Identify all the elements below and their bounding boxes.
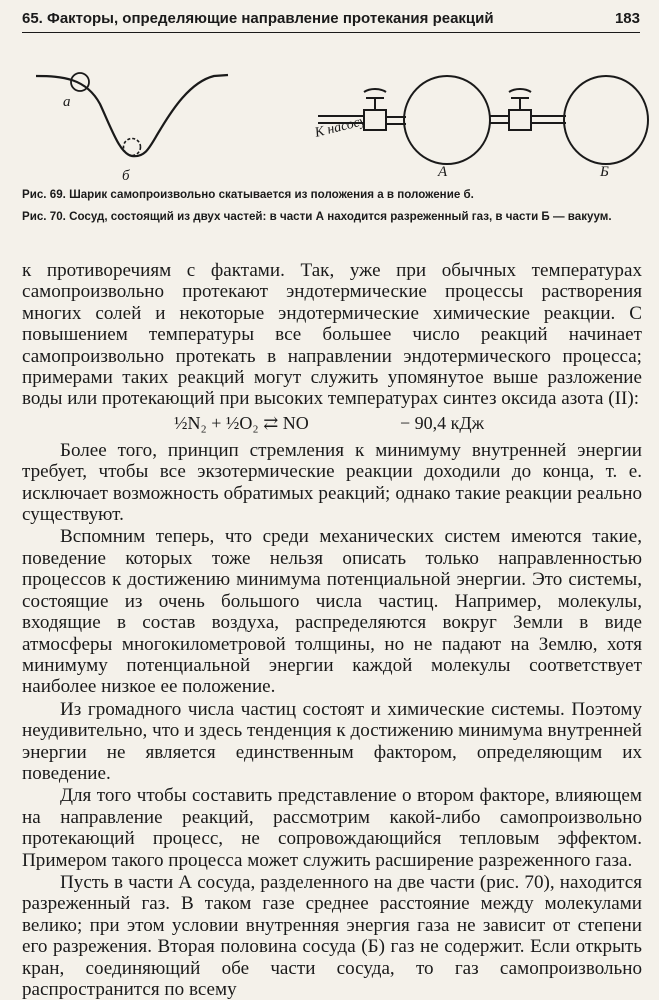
paragraph-1: к противоречиям с фактами. Так, уже при обычных температурах самопроизвольно протекают эндотермические процессы растворения многих солей и некоторые эндотермические химические реакции. С повышением температуры все большее число реакций начинает самопроизвольно протекать в направлении эндотермического процесса; примерами таких реакций могут служить упомянутое выше разложение воды или протекающий при высоких температурах синтез оксида азота (II): <box>22 260 642 410</box>
middle-tap-handle <box>509 89 531 110</box>
figures <box>0 34 659 184</box>
fig70-illustration <box>318 76 648 164</box>
page-number: 183 <box>614 10 640 27</box>
bulb-a <box>404 76 490 164</box>
body-text <box>22 260 642 1000</box>
fig70-caption: Рис. 70. Сосуд, состоящий из двух частей: в части А находится разреженный газ, в части Б — вакуум. <box>22 210 612 223</box>
fig69-label-a: а <box>63 94 71 110</box>
paragraph-3: Вспомним теперь, что среди механических систем имеются такие, поведение которых тоже нельзя описать только направленностью процессов к достижению минимума потенциальной энергии. Это системы, состоящие из очень большого числа частиц. Например, молекулы, входящие в состав воздуха, распределяются вокруг Земли в виде атмосферы многокилометровой толщины, но не падают на Землю, хотя минимуму потенциальной энергии каждой молекулы соответствует наиболее низкое ее положение. <box>22 526 642 698</box>
fig70-label-A: А <box>438 164 448 180</box>
equation <box>22 413 642 435</box>
middle-tap-body <box>509 110 531 130</box>
section-title: 65. Факторы, определяющие направление протекания реакций <box>22 10 494 27</box>
fig69-illustration <box>36 73 228 184</box>
running-header <box>22 6 640 33</box>
paragraph-2: Более того, принцип стремления к минимуму внутренней энергии требует, чтобы все экзотермические реакции доходили до конца, т. е. исключает возможность обратимых реакций; однако такие реакции реально существуют. <box>22 439 642 526</box>
fig69-label-b: б <box>122 168 130 184</box>
equation-reaction: ½N₂ + ½O₂ ⇄ NO <box>174 412 309 433</box>
equation-enthalpy: − 90,4 кДж <box>400 412 485 433</box>
valley-curve <box>36 75 228 156</box>
paragraph-5: Для того чтобы составить представление о втором факторе, влияющем на направление реакций, рассмотрим какой-либо самопроизвольно протекающий процесс, не сопровождающийся тепловым эффектом. Примером такого процесса может служить расширение разреженного газа. <box>22 785 642 871</box>
fig69-caption: Рис. 69. Шарик самопроизвольно скатывается из положения а в положение б. <box>22 188 474 201</box>
bulb-b <box>564 76 648 164</box>
fig70-label-B: Б <box>600 164 609 180</box>
pump-tap-handle <box>364 89 386 110</box>
pump-tap-body <box>364 110 386 130</box>
ball-position-a <box>71 73 89 91</box>
paragraph-4: Из громадного числа частиц состоят и химические системы. Поэтому неудивительно, что и здесь тенденция к достижению минимума внутренней энергии не является единственным фактором, определяющим их поведение. <box>22 698 642 784</box>
paragraph-6: Пусть в части А сосуда, разделенного на две части (рис. 70), находится разреженный газ. В таком газе среднее расстояние между молекулами велико; при этом условии внутренняя энергия газа не зависит от степени его разрежения. Вторая половина сосуда (Б) газ не содержит. Если открыть кран, соединяющий обе части сосуда, то газ самопроизвольно распространится по всему <box>22 871 642 1000</box>
fig70-pump-label: К насосу <box>313 113 368 141</box>
